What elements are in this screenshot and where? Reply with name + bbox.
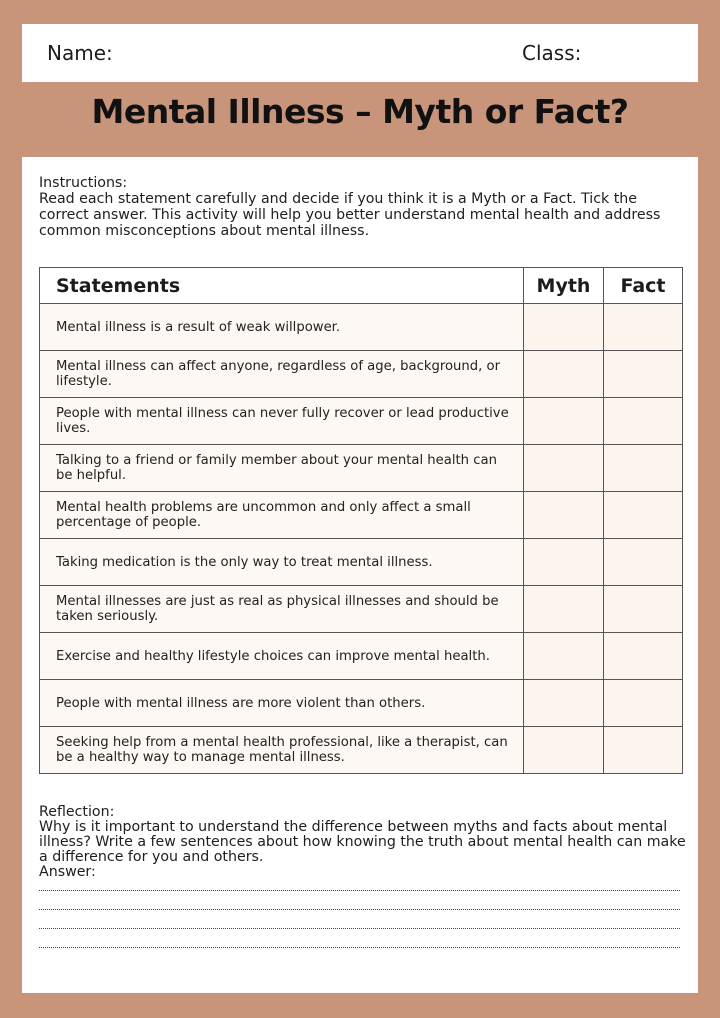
instructions-block bbox=[39, 175, 689, 239]
myth-tick-box[interactable] bbox=[524, 680, 604, 727]
myth-tick-box[interactable] bbox=[524, 727, 604, 774]
table-row bbox=[40, 539, 683, 586]
fact-tick-box[interactable] bbox=[604, 351, 683, 398]
table-row bbox=[40, 398, 683, 445]
reflection-heading: Reflection: bbox=[39, 804, 115, 820]
table-row bbox=[40, 586, 683, 633]
table-row bbox=[40, 304, 683, 351]
myth-tick-box[interactable] bbox=[524, 633, 604, 680]
table-row bbox=[40, 351, 683, 398]
table-row bbox=[40, 727, 683, 774]
statement-text: Mental health problems are uncommon and only affect a small percentage of people. bbox=[40, 492, 524, 539]
statement-text: People with mental illness can never fully recover or lead productive lives. bbox=[40, 398, 524, 445]
table-row bbox=[40, 445, 683, 492]
statement-text: People with mental illness are more violent than others. bbox=[40, 680, 524, 727]
statement-text: Mental illness is a result of weak willpower. bbox=[40, 304, 524, 351]
answer-line[interactable] bbox=[39, 909, 680, 910]
reflection-text: Why is it important to understand the difference between myths and facts about mental illness? Write a few sentences about how knowing the truth about mental health can make a difference for you and others. bbox=[39, 819, 686, 865]
header-fact: Fact bbox=[604, 268, 683, 304]
class-label: Class: bbox=[522, 41, 582, 65]
answer-line[interactable] bbox=[39, 947, 680, 948]
header-myth: Myth bbox=[524, 268, 604, 304]
header-statements: Statements bbox=[40, 268, 524, 304]
fact-tick-box[interactable] bbox=[604, 680, 683, 727]
page-title: Mental Illness – Myth or Fact? bbox=[91, 92, 629, 131]
reflection-block bbox=[39, 805, 689, 880]
fact-tick-box[interactable] bbox=[604, 445, 683, 492]
table-header-row bbox=[40, 268, 683, 304]
myth-tick-box[interactable] bbox=[524, 398, 604, 445]
myth-tick-box[interactable] bbox=[524, 445, 604, 492]
fact-tick-box[interactable] bbox=[604, 586, 683, 633]
fact-tick-box[interactable] bbox=[604, 633, 683, 680]
statement-text: Exercise and healthy lifestyle choices can improve mental health. bbox=[40, 633, 524, 680]
table-row bbox=[40, 680, 683, 727]
worksheet bbox=[22, 157, 698, 993]
fact-tick-box[interactable] bbox=[604, 398, 683, 445]
myth-tick-box[interactable] bbox=[524, 586, 604, 633]
myth-tick-box[interactable] bbox=[524, 351, 604, 398]
statement-text: Mental illness can affect anyone, regardless of age, background, or lifestyle. bbox=[40, 351, 524, 398]
myth-tick-box[interactable] bbox=[524, 492, 604, 539]
myth-tick-box[interactable] bbox=[524, 304, 604, 351]
table-row bbox=[40, 492, 683, 539]
statement-text: Seeking help from a mental health professional, like a therapist, can be a healthy way to manage mental illness. bbox=[40, 727, 524, 774]
name-class-bar bbox=[22, 24, 698, 82]
instructions-text: Read each statement carefully and decide if you think it is a Myth or a Fact. Tick the correct answer. This activity will help you better understand mental health and address common misconceptions about mental illness. bbox=[39, 191, 661, 239]
statement-text: Taking medication is the only way to treat mental illness. bbox=[40, 539, 524, 586]
fact-tick-box[interactable] bbox=[604, 539, 683, 586]
fact-tick-box[interactable] bbox=[604, 304, 683, 351]
answer-line[interactable] bbox=[39, 890, 680, 891]
myth-tick-box[interactable] bbox=[524, 539, 604, 586]
answer-label: Answer: bbox=[39, 864, 96, 880]
fact-tick-box[interactable] bbox=[604, 727, 683, 774]
name-label: Name: bbox=[47, 41, 113, 65]
statement-text: Mental illnesses are just as real as physical illnesses and should be taken seriously. bbox=[40, 586, 524, 633]
table-row bbox=[40, 633, 683, 680]
statement-text: Talking to a friend or family member about your mental health can be helpful. bbox=[40, 445, 524, 492]
statements-table bbox=[39, 267, 683, 774]
fact-tick-box[interactable] bbox=[604, 492, 683, 539]
instructions-heading: Instructions: bbox=[39, 175, 128, 191]
answer-line[interactable] bbox=[39, 928, 680, 929]
